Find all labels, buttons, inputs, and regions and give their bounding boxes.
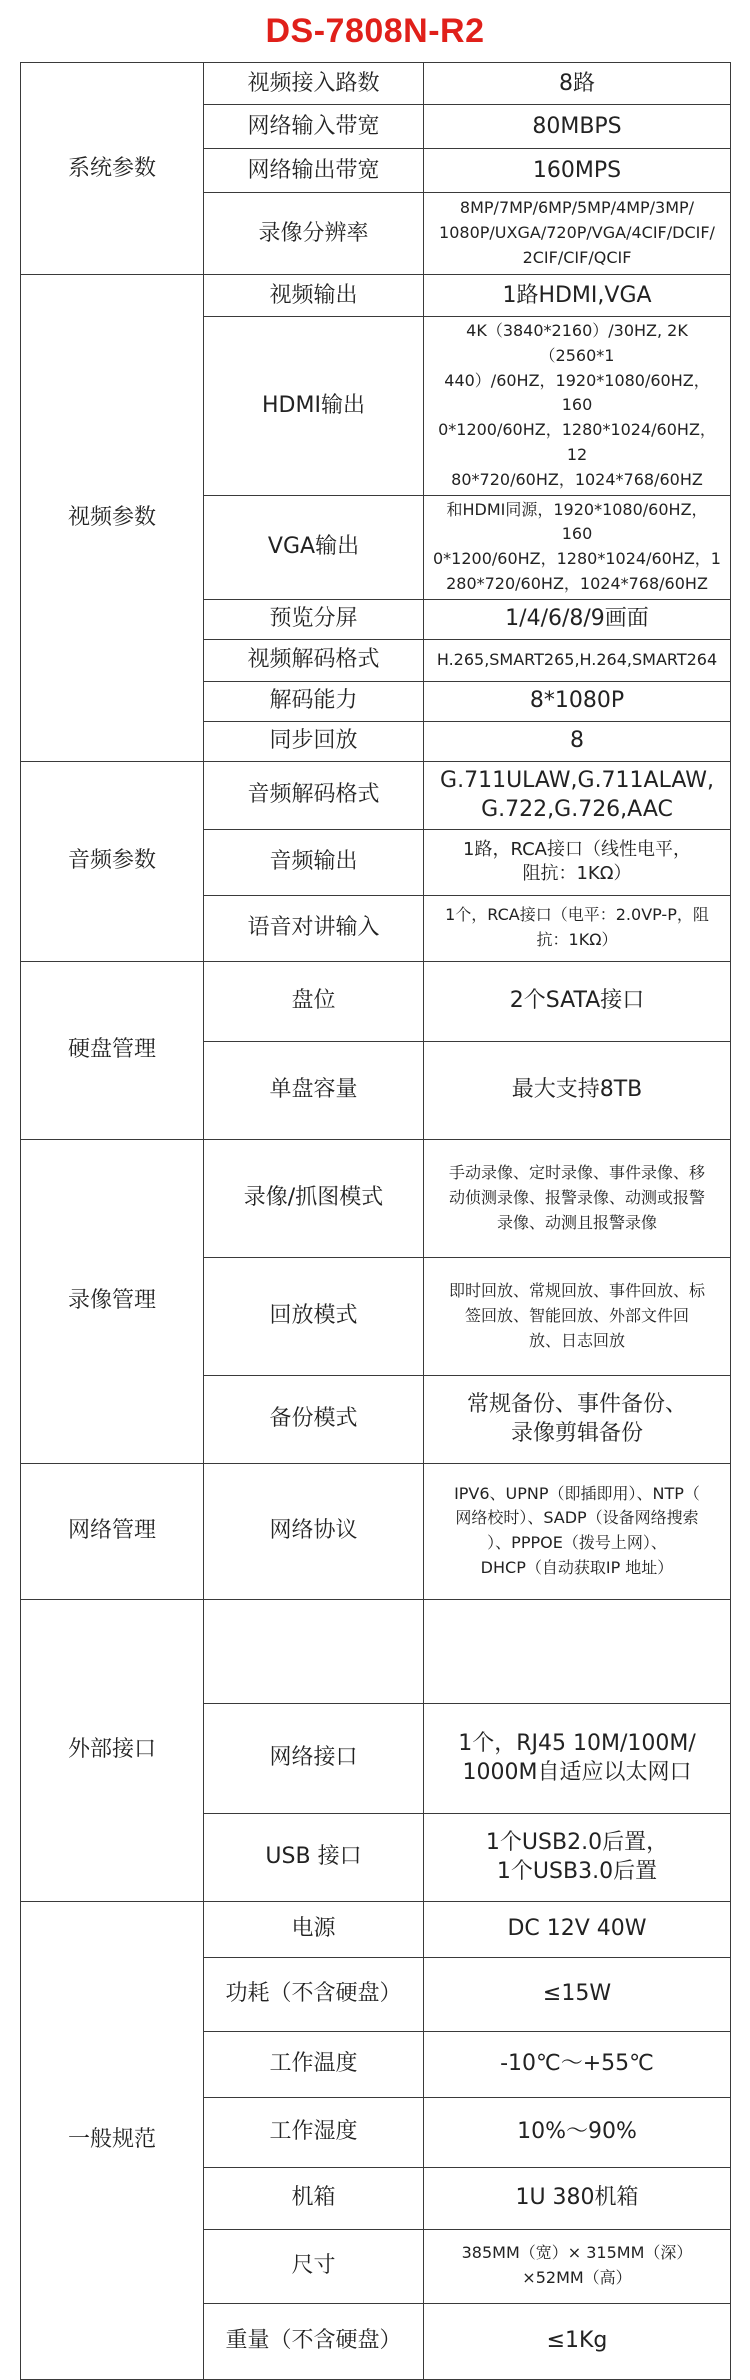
spec-label [204, 1599, 424, 1703]
spec-value: 最大支持8TB [424, 1041, 731, 1139]
spec-value [424, 1599, 731, 1703]
category-general: 一般规范 [21, 1901, 204, 2379]
category-external: 外部接口 [21, 1599, 204, 1901]
spec-value: 8MP/7MP/6MP/5MP/4MP/3MP/ 1080P/UXGA/720P/VGA/4CIF/DCIF/ 2CIF/CIF/QCIF [424, 193, 731, 275]
spec-label: 工作湿度 [204, 2097, 424, 2167]
spec-label: 备份模式 [204, 1375, 424, 1463]
spec-label: 重量（不含硬盘） [204, 2303, 424, 2379]
spec-value: 1路，RCA接口（线性电平， 阻抗：1KΩ） [424, 829, 731, 895]
spec-label: 单盘容量 [204, 1041, 424, 1139]
spec-label: USB 接口 [204, 1813, 424, 1901]
category-record: 录像管理 [21, 1139, 204, 1463]
spec-value: 80MBPS [424, 105, 731, 149]
spec-label: 尺寸 [204, 2229, 424, 2303]
spec-label: 音频输出 [204, 829, 424, 895]
spec-row [21, 761, 731, 829]
spec-value: 和HDMI同源，1920*1080/60HZ，160 0*1200/60HZ，1280*1024/60HZ，1 280*720/60HZ，1024*768/60HZ [424, 495, 731, 599]
spec-value: 8路 [424, 63, 731, 105]
spec-value: 385MM（宽）× 315MM（深） ×52MM（高） [424, 2229, 731, 2303]
spec-row [21, 275, 731, 317]
spec-value: ≤15W [424, 1957, 731, 2031]
category-network: 网络管理 [21, 1463, 204, 1599]
spec-label: 回放模式 [204, 1257, 424, 1375]
product-title: DS-7808N-R2 [265, 11, 485, 50]
spec-row [21, 1139, 731, 1257]
spec-row [21, 1463, 731, 1599]
spec-value: 160MPS [424, 149, 731, 193]
spec-label: 功耗（不含硬盘） [204, 1957, 424, 2031]
spec-row [21, 1599, 731, 1703]
spec-label: 盘位 [204, 961, 424, 1041]
spec-row [21, 961, 731, 1041]
spec-value: 8*1080P [424, 681, 731, 721]
spec-value: 8 [424, 721, 731, 761]
spec-label: 网络输出带宽 [204, 149, 424, 193]
category-system: 系统参数 [21, 63, 204, 275]
category-video: 视频参数 [21, 275, 204, 762]
spec-label: 视频解码格式 [204, 639, 424, 681]
spec-value: 手动录像、定时录像、事件录像、移 动侦测录像、报警录像、动测或报警 录像、动测且报警录像 [424, 1139, 731, 1257]
spec-label: 预览分屏 [204, 599, 424, 639]
spec-table [20, 62, 731, 2380]
spec-label: 语音对讲输入 [204, 895, 424, 961]
spec-value: H.265,SMART265,H.264,SMART264 [424, 639, 731, 681]
spec-label: 视频输出 [204, 275, 424, 317]
spec-label: 音频解码格式 [204, 761, 424, 829]
spec-value: -10℃～+55℃ [424, 2031, 731, 2097]
spec-label: 视频接入路数 [204, 63, 424, 105]
spec-label: 录像分辨率 [204, 193, 424, 275]
spec-value: 即时回放、常规回放、事件回放、标 签回放、智能回放、外部文件回 放、日志回放 [424, 1257, 731, 1375]
spec-value: G.711ULAW,G.711ALAW, G.722,G.726,AAC [424, 761, 731, 829]
spec-label: 工作温度 [204, 2031, 424, 2097]
spec-label: 解码能力 [204, 681, 424, 721]
spec-value: 1个USB2.0后置， 1个USB3.0后置 [424, 1813, 731, 1901]
spec-label: HDMI输出 [204, 317, 424, 496]
spec-row [21, 63, 731, 105]
category-audio: 音频参数 [21, 761, 204, 961]
spec-value: 2个SATA接口 [424, 961, 731, 1041]
spec-value: DC 12V 40W [424, 1901, 731, 1957]
spec-label: 网络输入带宽 [204, 105, 424, 149]
spec-value: 常规备份、事件备份、 录像剪辑备份 [424, 1375, 731, 1463]
spec-value: 1/4/6/8/9画面 [424, 599, 731, 639]
spec-value: IPV6、UPNP（即插即用）、NTP（ 网络校时）、SADP（设备网络搜索 ）、PPPOE（拨号上网）、 DHCP（自动获取IP 地址） [424, 1463, 731, 1599]
spec-value: ≤1Kg [424, 2303, 731, 2379]
spec-label: 录像/抓图模式 [204, 1139, 424, 1257]
spec-value: 10%～90% [424, 2097, 731, 2167]
spec-row [21, 1901, 731, 1957]
category-disk: 硬盘管理 [21, 961, 204, 1139]
spec-value: 1路HDMI,VGA [424, 275, 731, 317]
spec-label: VGA输出 [204, 495, 424, 599]
spec-label: 网络协议 [204, 1463, 424, 1599]
spec-value: 1U 380机箱 [424, 2167, 731, 2229]
spec-label: 机箱 [204, 2167, 424, 2229]
spec-value: 1个，RCA接口（电平：2.0VP-P，阻 抗：1KΩ） [424, 895, 731, 961]
spec-label: 同步回放 [204, 721, 424, 761]
spec-label: 网络接口 [204, 1703, 424, 1813]
spec-value: 1个，RJ45 10M/100M/ 1000M自适应以太网口 [424, 1703, 731, 1813]
spec-label: 电源 [204, 1901, 424, 1957]
spec-value: 4K（3840*2160）/30HZ, 2K（2560*1 440）/60HZ，1920*1080/60HZ，160 0*1200/60HZ，1280*1024/60HZ，12 80*720/60HZ，1024*768/60HZ [424, 317, 731, 496]
